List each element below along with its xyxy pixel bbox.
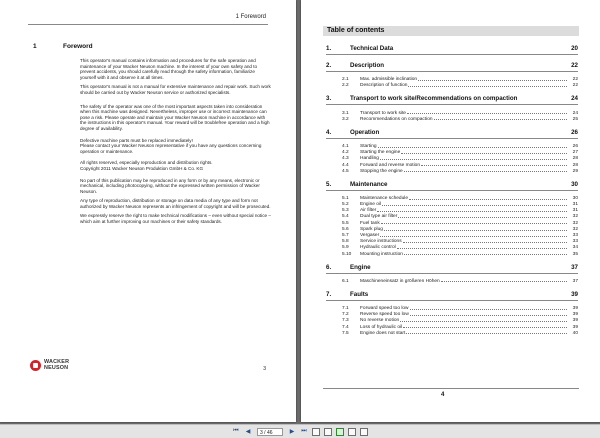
dot-leader xyxy=(380,159,567,160)
toc-item-page: 39 xyxy=(572,324,578,330)
toc-item-number: 4.4 xyxy=(342,162,349,168)
dot-leader xyxy=(409,199,567,200)
paragraph: This operator's manual contains information and procedures for the safe operation and maintenance of your Wacker Neuson machine. In the interest of your own safety and to prevent accidents, you should carefully read through the safety information, familiarize yourself with it and observe it at all times. xyxy=(80,58,258,80)
toc-item-page: 35 xyxy=(572,251,578,257)
print-icon[interactable] xyxy=(336,428,344,436)
toc-chapter-page: 20 xyxy=(571,45,578,52)
toc-chapter-num: 1. xyxy=(326,45,332,52)
toc-chapter-page: 30 xyxy=(571,180,578,188)
dot-leader xyxy=(381,223,567,224)
toc-item-title: Loss of hydraulic oil xyxy=(360,324,403,330)
toc-item-page: 33 xyxy=(572,233,578,238)
dot-leader xyxy=(418,80,567,81)
dot-leader xyxy=(382,205,567,206)
logo-line: NEUSON xyxy=(44,364,69,371)
toc-item-title: Description of function xyxy=(360,83,408,89)
chapter-rule xyxy=(326,273,578,274)
right-page xyxy=(301,0,600,422)
toc-item-title: Engine oil xyxy=(360,202,382,208)
toc-item-title: Transport to work site xyxy=(360,110,406,116)
toc-chapter[interactable] xyxy=(326,93,578,102)
dot-leader xyxy=(410,315,567,316)
toc-item-number: 4.3 xyxy=(342,156,349,162)
toc-item-title: Maschineneinsatz in größeren Höhen xyxy=(360,278,440,284)
toc-chapter-num: 5. xyxy=(326,180,332,188)
toc-chapter-title: Engine xyxy=(350,263,371,271)
logo-line: WACKER xyxy=(44,359,70,365)
toc-item[interactable] xyxy=(326,168,578,174)
toc-item-number: 5.7 xyxy=(342,233,349,238)
dot-leader xyxy=(378,147,567,148)
toc-item-page: 30 xyxy=(572,195,578,201)
viewer-toolbar xyxy=(0,424,600,438)
toc-item[interactable] xyxy=(326,82,578,88)
paragraph: This operator's manual is not a manual for extensive maintenance and repair work. Such work should be carried out by Wacker Neuson service or authorized specialists. xyxy=(80,84,271,95)
dot-leader xyxy=(398,217,567,218)
toc-item-title: Stopping the engine xyxy=(360,168,403,174)
toc-item[interactable] xyxy=(326,116,578,122)
page-number: 3 xyxy=(263,366,266,372)
toc-item-title: Max. admissible inclination xyxy=(360,77,418,83)
toc-item-page: 40 xyxy=(572,330,578,336)
toc-chapter[interactable] xyxy=(326,179,578,188)
toc-item-page: 39 xyxy=(572,312,578,318)
toc-item-title: Forward and reverse motion xyxy=(360,162,420,168)
toc-item-number: 5.2 xyxy=(342,202,349,208)
logo-mark-icon xyxy=(30,360,41,371)
paragraph: The safety of the operator was one of the most important aspects taken into consideration when this machine was designed. Nevertheless, improper use or incorrect maintenance can pose a risk. Please operate and maintain your Wacker Neuson machine in accordance with the instructions in this operator's manual. Your reward will be troublefree operation and a high degree of availability. xyxy=(80,103,270,131)
toc-chapter[interactable] xyxy=(326,60,578,69)
toc-item-title: Vergaser xyxy=(360,233,380,238)
chapter-rule xyxy=(326,54,578,55)
toc-item-number: 5.10 xyxy=(342,251,352,257)
toc-item-title: Handling xyxy=(360,156,379,162)
toc-item-number: 2.1 xyxy=(342,77,349,83)
paragraph: We expressly reserve the right to make technical modifications – even without special notice – which aim at further improving our machines or their safety standards. xyxy=(80,213,271,225)
dot-leader xyxy=(401,153,567,154)
toc-item-number: 4.1 xyxy=(342,143,349,149)
section-title xyxy=(33,43,93,50)
toc-item-title: Spark plug xyxy=(360,226,383,232)
toc-item-number: 7.3 xyxy=(342,318,349,324)
toc-item-title: Reverse speed too low xyxy=(360,312,409,318)
toc-item-number: 7.4 xyxy=(342,324,349,330)
toc-item-title: Air filter xyxy=(360,208,377,214)
last-page-button[interactable]: ⏭ xyxy=(301,428,307,434)
dot-leader xyxy=(421,165,567,166)
toc-chapter-title: Transport to work site/Recommendations on compaction xyxy=(350,95,518,103)
toc-item-page: 26 xyxy=(572,143,578,149)
first-page-button[interactable]: ⏮ xyxy=(233,428,239,434)
toc-chapter-num: 7. xyxy=(326,290,332,298)
toc-item-page: 22 xyxy=(572,83,578,89)
toc-item[interactable] xyxy=(326,250,578,256)
chapter-rule xyxy=(326,300,578,301)
toc-item-number: 3.1 xyxy=(342,110,349,116)
toc-chapter-title: Faults xyxy=(350,290,369,298)
toc-item-number: 5.4 xyxy=(342,214,349,220)
page-number: 4 xyxy=(441,392,445,398)
toc-item[interactable] xyxy=(326,278,578,284)
toc-item-number: 4.5 xyxy=(342,168,349,174)
page-number-input[interactable]: 3 / 46 xyxy=(257,428,283,436)
toc-item-page: 39 xyxy=(572,305,578,311)
foreword-body xyxy=(80,58,272,229)
toc-item-page: 31 xyxy=(572,202,578,208)
toc-item-page: 25 xyxy=(572,116,578,122)
next-page-button[interactable]: ▶ xyxy=(289,429,295,435)
toc-item-number: 5.3 xyxy=(342,208,349,214)
toc-item-title: Forward speed too low xyxy=(360,305,409,311)
toc-item-number: 5.1 xyxy=(342,195,349,201)
toc-item-page: 32 xyxy=(572,226,578,232)
toc-chapter-title: Maintenance xyxy=(350,180,388,188)
chapter-rule xyxy=(326,190,578,191)
paragraph: Please contact your Wacker Neuson representative if you have any questions concerning operation or maintenance. xyxy=(80,143,262,154)
toc-item-number: 3.2 xyxy=(342,116,349,122)
table-of-contents xyxy=(326,40,578,336)
toc-chapter[interactable] xyxy=(326,127,578,136)
paragraph: Copyright 2011 Wacker Neuson Produktion GmbH & Co. KG xyxy=(80,165,204,171)
toc-item-title: No reverse motion xyxy=(360,318,400,324)
fit-page-icon[interactable] xyxy=(312,428,320,436)
toc-chapter-num: 2. xyxy=(326,62,332,69)
toc-item-page: 28 xyxy=(572,156,578,162)
toc-item-number: 5.9 xyxy=(342,245,349,251)
dot-leader xyxy=(384,230,567,231)
toc-item-page: 37 xyxy=(572,278,578,284)
save-icon[interactable] xyxy=(360,428,368,436)
section-number: 1 xyxy=(33,43,37,50)
section-title-text: Foreword xyxy=(63,43,93,50)
toc-item-page: 32 xyxy=(572,214,578,220)
toc-item-number: 4.2 xyxy=(342,150,349,156)
toc-item-title: Mounting instruction xyxy=(360,251,403,257)
toc-chapter-page: 22 xyxy=(571,62,578,69)
toc-item-title: Recommendations on compaction xyxy=(360,116,433,122)
dot-leader xyxy=(404,254,567,255)
dot-leader xyxy=(441,281,567,282)
toc-item-title: Dual type air filter xyxy=(360,214,398,220)
dot-leader xyxy=(403,242,567,243)
toc-item-title: Starting xyxy=(360,143,377,149)
chapter-rule xyxy=(326,138,578,139)
toc-item-number: 6.1 xyxy=(342,278,349,284)
dot-leader xyxy=(406,333,567,334)
dot-leader xyxy=(407,113,567,114)
paragraph: All rights reserved, especially reproduction and distribution rights. xyxy=(80,160,213,166)
running-header: 1 Foreword xyxy=(235,14,266,20)
footer-rule xyxy=(323,388,579,389)
toc-item-page: 27 xyxy=(572,150,578,156)
toc-item-page: 22 xyxy=(572,77,578,83)
wacker-neuson-logo xyxy=(30,360,69,371)
previous-page-button[interactable]: ◀ xyxy=(245,429,251,435)
toc-title: Table of contents xyxy=(327,27,385,34)
toc-item-title: Hydraulic control xyxy=(360,245,396,251)
toc-item-number: 5.5 xyxy=(342,220,349,226)
toc-item-title: Maintenance schedule xyxy=(360,195,409,201)
toc-item[interactable] xyxy=(326,330,578,336)
toc-item-number: 7.5 xyxy=(342,330,349,336)
dot-leader xyxy=(377,211,567,212)
dot-leader xyxy=(404,171,567,172)
toc-item-title: Starting the engine xyxy=(360,150,401,156)
toc-chapter-title: Technical Data xyxy=(350,45,394,52)
paragraph: Defective machine parts must be replaced immediately! xyxy=(80,137,193,143)
toc-item-page: 34 xyxy=(572,245,578,251)
chapter-rule xyxy=(326,71,578,72)
toc-item-number: 5.6 xyxy=(342,226,349,232)
toc-item-page: 29 xyxy=(572,168,578,174)
toc-item-title: Engine does not start xyxy=(360,330,406,336)
toc-chapter-title: Operation xyxy=(350,128,380,136)
chapter-rule xyxy=(326,104,578,105)
toc-chapter-page: 39 xyxy=(571,290,578,298)
toc-item-number: 7.2 xyxy=(342,312,349,318)
toc-item-number: 7.1 xyxy=(342,305,349,311)
toc-item-number: 2.2 xyxy=(342,83,349,89)
toc-item-page: 31 xyxy=(572,208,578,214)
toc-item-page: 28 xyxy=(572,162,578,168)
paragraph: No part of this publication may be reproduced in any form or by any means, electronic or mechanical, including photocopying, without the expressed written permission of Wacker Neuson. xyxy=(80,177,260,194)
toc-chapter-title: Description xyxy=(350,62,385,69)
toc-item-page: 24 xyxy=(572,110,578,116)
header-rule xyxy=(28,24,268,25)
toc-chapter-num: 6. xyxy=(326,263,332,271)
dot-leader xyxy=(434,119,567,120)
dot-leader xyxy=(403,327,567,328)
dot-leader xyxy=(400,321,567,322)
toc-chapter-page: 37 xyxy=(571,263,578,271)
toc-item-title: Service instructions xyxy=(360,239,402,245)
dot-leader xyxy=(410,309,567,310)
zoom-in-icon[interactable] xyxy=(324,428,332,436)
toc-item-page: 32 xyxy=(572,220,578,226)
toc-chapter-num: 3. xyxy=(326,95,332,103)
toc-chapter[interactable] xyxy=(326,289,578,298)
left-page xyxy=(0,0,296,422)
toc-item-page: 33 xyxy=(572,239,578,245)
dot-leader xyxy=(408,86,567,87)
toc-chapter[interactable] xyxy=(326,43,578,52)
dot-leader xyxy=(380,236,567,237)
toc-chapter-num: 4. xyxy=(326,128,332,136)
fullscreen-icon[interactable] xyxy=(348,428,356,436)
toc-item-number: 5.8 xyxy=(342,239,349,245)
toc-chapter-page: 26 xyxy=(571,128,578,136)
toc-chapter-page: 24 xyxy=(571,95,578,103)
paragraph: Any type of reproduction, distribution or storage on data media of any type and form not authorized by Wacker Neuson represents an infringement of copyright and will be prosecuted. xyxy=(80,198,271,209)
toc-item-title: Fuel tank xyxy=(360,220,380,226)
toc-item-page: 39 xyxy=(572,318,578,324)
toc-chapter[interactable] xyxy=(326,262,578,271)
dot-leader xyxy=(397,248,567,249)
